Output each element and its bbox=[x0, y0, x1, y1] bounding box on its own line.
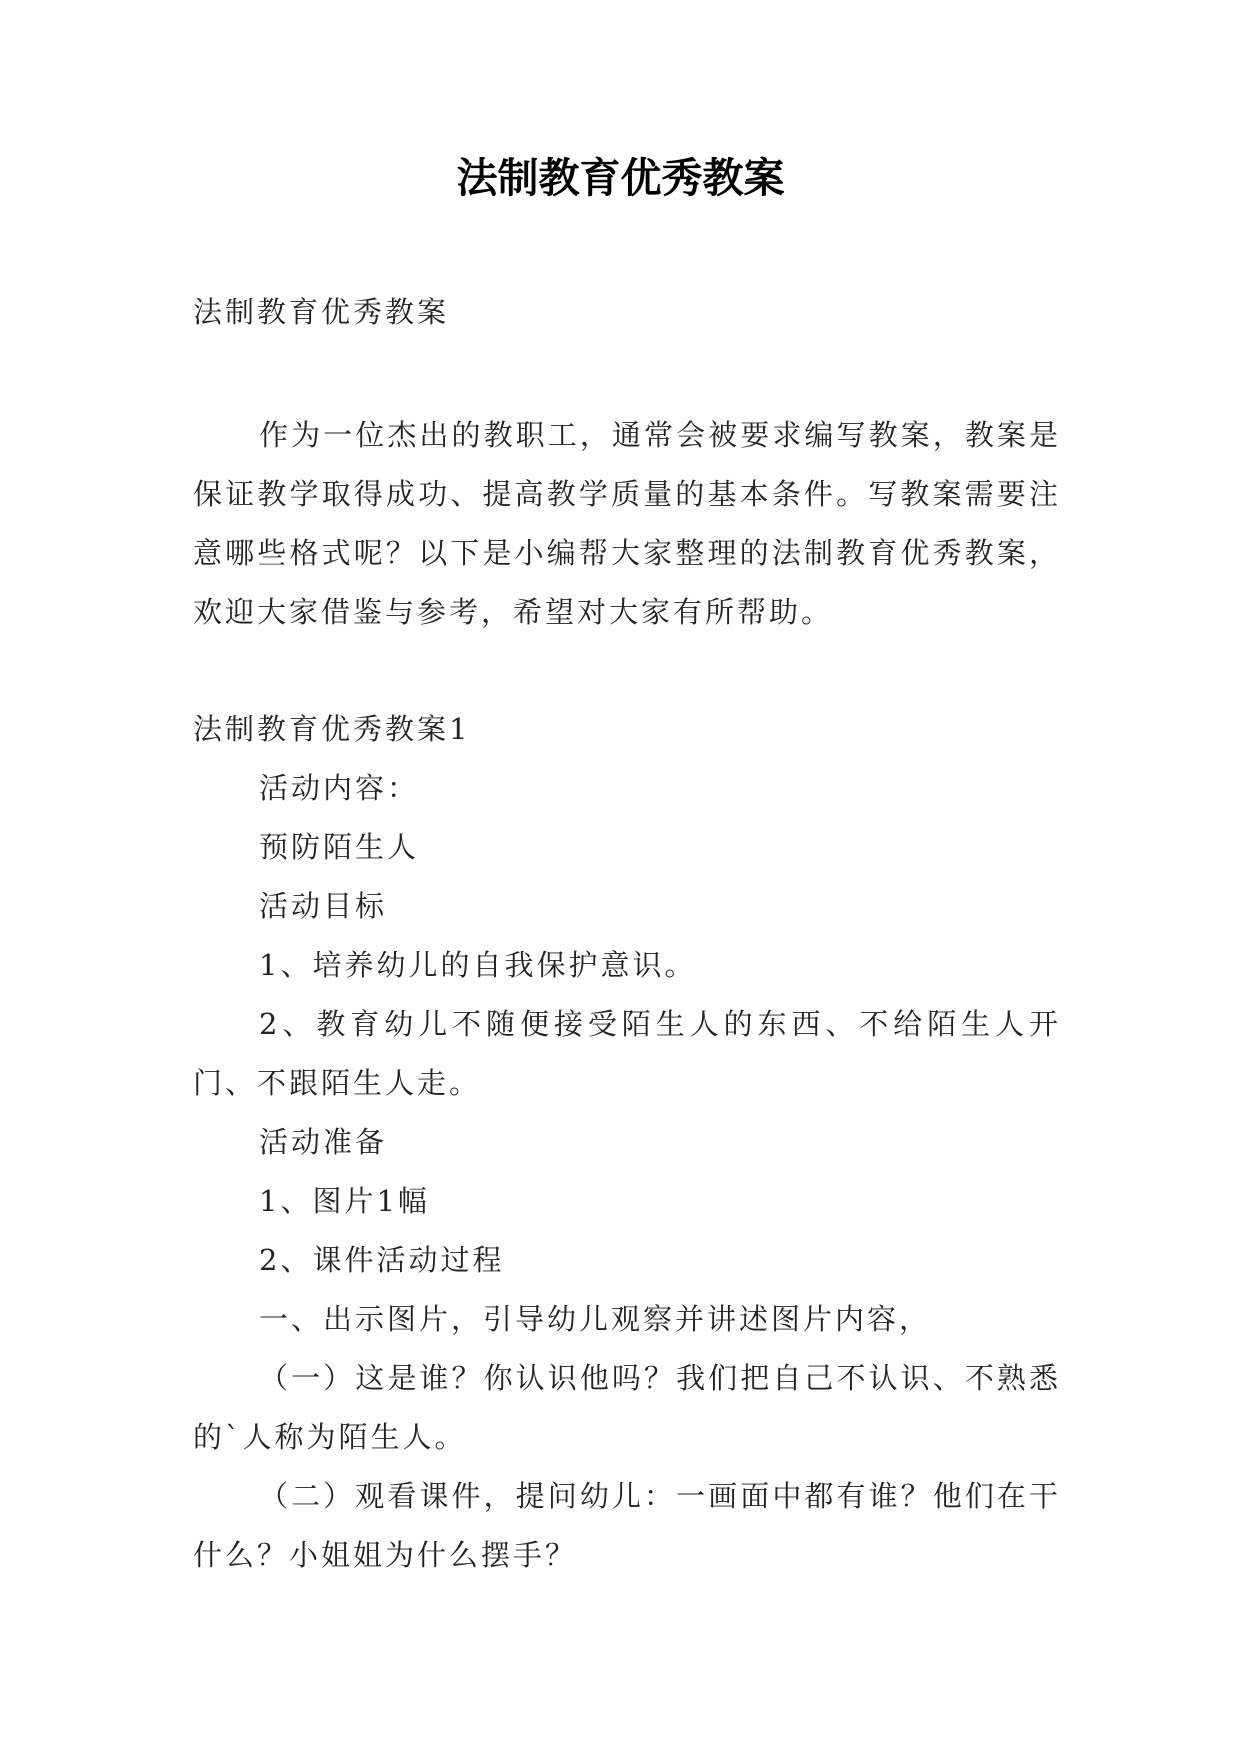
paragraph-prep-1: 1、图片1幅 bbox=[259, 1184, 430, 1218]
paragraph-activity-content: 活动内容： bbox=[259, 771, 420, 805]
paragraph-goal-2: 2、教育幼儿不随便接受陌生人的东西、不给陌生人开门、不跟陌生人走。 bbox=[193, 1007, 1061, 1100]
paragraph-activity-goals: 活动目标 bbox=[259, 889, 388, 923]
section-heading: 法制教育优秀教案1 bbox=[193, 712, 471, 746]
paragraph-topic: 预防陌生人 bbox=[259, 830, 420, 864]
document-subtitle: 法制教育优秀教案 bbox=[193, 295, 450, 329]
paragraph-goal-1: 1、培养幼儿的自我保护意识。 bbox=[259, 948, 697, 982]
paragraph-step-1: 一、出示图片，引导幼儿观察并讲述图片内容， bbox=[259, 1302, 932, 1336]
paragraph-prep-2: 2、课件活动过程 bbox=[259, 1243, 505, 1277]
document-title: 法制教育优秀教案 bbox=[456, 154, 785, 202]
intro-paragraph: 作为一位杰出的教职工，通常会被要求编写教案，教案是保证教学取得成功、提高教学质量的基本条件。写教案需要注意哪些格式呢？以下是小编帮大家整理的法制教育优秀教案，欢迎大家借鉴与参考，希望对大家有所帮助。 bbox=[193, 418, 1061, 629]
lesson-plan-section-1 bbox=[193, 700, 1061, 1585]
paragraph-step-1-b: （二）观看课件，提问幼儿：一画面中都有谁？他们在干什么？小姐姐为什么摆手？ bbox=[193, 1479, 1061, 1572]
paragraph-activity-prep: 活动准备 bbox=[259, 1125, 388, 1159]
paragraph-step-1-a: （一）这是谁？你认识他吗？我们把自己不认识、不熟悉的`人称为陌生人。 bbox=[193, 1361, 1061, 1454]
